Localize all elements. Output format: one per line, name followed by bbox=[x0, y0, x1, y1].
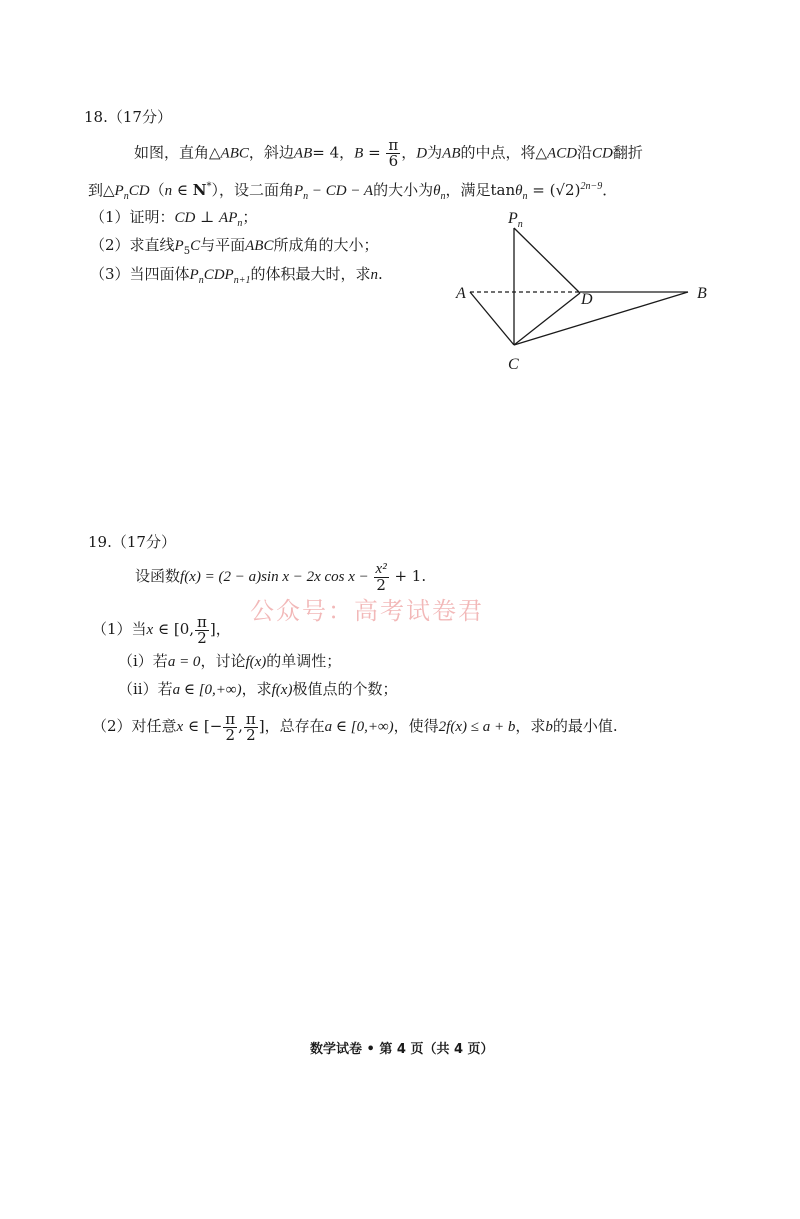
edge-C-B bbox=[514, 292, 688, 345]
text: 沿 bbox=[577, 143, 593, 162]
text: ， bbox=[401, 143, 417, 162]
denominator: 2 bbox=[376, 575, 386, 594]
text: . bbox=[377, 265, 383, 283]
math-text: f(x) bbox=[271, 682, 293, 698]
fraction-pi-over-6 bbox=[386, 138, 400, 169]
label-A: A bbox=[456, 285, 466, 302]
text: （1）证明： bbox=[90, 208, 175, 226]
superscript: 2n−9 bbox=[580, 181, 603, 192]
math-text: ∈ bbox=[172, 181, 193, 199]
text: ），设二面角 bbox=[211, 181, 294, 199]
subscript: n bbox=[522, 191, 528, 202]
edge-Pn-D bbox=[514, 228, 580, 293]
math-text: ⊥ bbox=[195, 208, 220, 226]
math-var: CD bbox=[128, 183, 150, 199]
text: ． bbox=[602, 181, 618, 199]
subscript: n bbox=[440, 191, 446, 202]
subscript: n bbox=[123, 191, 129, 202]
subscript: n bbox=[198, 275, 204, 286]
text: 到△ bbox=[88, 181, 115, 199]
text: 的大小为 bbox=[373, 181, 434, 199]
text: 的最小值. bbox=[552, 717, 618, 735]
text: ，满足 bbox=[445, 181, 491, 199]
text: . bbox=[421, 567, 427, 585]
fraction-x2-over-2 bbox=[374, 562, 389, 593]
text: 设函数 bbox=[135, 567, 181, 585]
text: ； bbox=[242, 208, 258, 226]
math-text: a = 0 bbox=[167, 654, 201, 670]
math-set: N bbox=[192, 181, 207, 199]
denominator: 2 bbox=[197, 628, 207, 647]
q19-function-def bbox=[135, 560, 426, 593]
text: 为 bbox=[427, 143, 443, 162]
label-P: P bbox=[508, 210, 518, 227]
q19-part1 bbox=[92, 614, 231, 646]
math-var: P bbox=[114, 183, 124, 199]
math-var: n bbox=[370, 267, 378, 283]
math-var: CDP bbox=[203, 267, 234, 283]
math-text: = bbox=[363, 143, 386, 162]
fraction-pi-over-2 bbox=[195, 612, 209, 647]
denominator: 6 bbox=[388, 152, 399, 170]
text: 如图，直角△ bbox=[134, 143, 221, 162]
text: （ii）若 bbox=[118, 680, 173, 698]
math-text: 2f(x) ≤ a + b bbox=[438, 719, 516, 735]
label-C: C bbox=[508, 356, 519, 373]
math-var: n bbox=[164, 183, 173, 199]
math-var: P bbox=[174, 238, 184, 254]
q18-part3 bbox=[90, 264, 383, 285]
text: ，斜边 bbox=[248, 143, 294, 162]
q18-part1 bbox=[90, 207, 257, 228]
text: 极值点的个数； bbox=[292, 680, 398, 698]
text: 的单调性； bbox=[266, 652, 342, 670]
numerator: x² bbox=[375, 560, 387, 577]
text: （ bbox=[149, 181, 165, 199]
text: , bbox=[238, 717, 243, 735]
numerator: π bbox=[225, 709, 236, 728]
q18-line2 bbox=[88, 180, 617, 201]
math-var: f bbox=[180, 569, 185, 585]
edge-C-D bbox=[514, 293, 580, 345]
fraction-pi-over-2 bbox=[223, 709, 237, 744]
text: （3）当四面体 bbox=[90, 265, 190, 283]
math-text: f(x) bbox=[245, 654, 267, 670]
math-var: θ bbox=[515, 183, 523, 199]
subscript: n bbox=[303, 191, 309, 202]
text: ]，总存在 bbox=[258, 717, 325, 735]
text: 与平面 bbox=[200, 236, 246, 254]
math-var: CD bbox=[592, 145, 613, 162]
text: （2）求直线 bbox=[90, 236, 175, 254]
math-text: = (√2) bbox=[527, 181, 581, 199]
math-var: AB bbox=[293, 145, 313, 162]
numerator: π bbox=[197, 612, 207, 631]
math-text: + 1 bbox=[389, 567, 422, 585]
text: ，求 bbox=[515, 717, 546, 735]
math-text: a ∈ [0,+∞) bbox=[172, 682, 242, 698]
label-D: D bbox=[581, 291, 593, 308]
math-var: AP bbox=[219, 210, 238, 226]
math-var: B bbox=[354, 145, 364, 162]
numerator: π bbox=[388, 136, 399, 154]
page-footer: 数学试卷 • 第 4 页（共 4 页） bbox=[310, 1042, 494, 1057]
label-B: B bbox=[697, 285, 707, 302]
text: ，讨论 bbox=[200, 652, 246, 670]
math-var: P bbox=[189, 267, 199, 283]
q18-header: 18.（17分） bbox=[84, 108, 172, 126]
math-var: AB bbox=[442, 145, 461, 162]
subscript: 5 bbox=[183, 246, 191, 257]
q19-part1-i bbox=[118, 651, 341, 672]
text: （1）当 bbox=[92, 620, 147, 638]
q18-part2 bbox=[90, 235, 378, 256]
subscript: n bbox=[237, 218, 243, 229]
math-text: − CD − A bbox=[308, 183, 374, 199]
text: ， bbox=[339, 143, 355, 162]
math-var: b bbox=[545, 719, 553, 735]
math-var: P bbox=[293, 183, 304, 199]
edge-A-C bbox=[470, 292, 514, 345]
math-var: CD bbox=[174, 210, 196, 226]
text: 的体积最大时，求 bbox=[250, 265, 371, 283]
text: 所成角的大小； bbox=[273, 236, 379, 254]
text: （2）对任意 bbox=[92, 717, 177, 735]
numerator: π bbox=[245, 709, 256, 728]
math-var: ACD bbox=[547, 145, 578, 162]
math-text: = (2 − a)sin x − 2x cos x − bbox=[200, 569, 373, 585]
fraction-pi-over-2 bbox=[244, 709, 258, 744]
q19-header: 19.（17分） bbox=[88, 533, 176, 551]
text: ]， bbox=[209, 620, 231, 638]
superscript: * bbox=[206, 181, 212, 192]
label-Pn bbox=[507, 210, 523, 230]
math-text: ∈ [0, bbox=[153, 620, 195, 638]
tetrahedron-figure bbox=[450, 205, 730, 380]
q19-part2 bbox=[92, 710, 618, 743]
math-var: C bbox=[190, 238, 201, 254]
math-var: ABC bbox=[245, 238, 274, 254]
subscript: n+1 bbox=[233, 275, 251, 286]
text: 的中点，将△ bbox=[460, 143, 548, 162]
text: 翻折 bbox=[612, 143, 643, 162]
math-var: ABC bbox=[220, 145, 249, 162]
q19-part1-ii bbox=[118, 679, 397, 700]
math-var: x bbox=[176, 719, 184, 735]
text: ，使得 bbox=[393, 717, 439, 735]
text: ，求 bbox=[241, 680, 272, 698]
math-text: = 4 bbox=[312, 143, 340, 162]
math-text: ∈ [− bbox=[183, 717, 223, 735]
math-var: (x) bbox=[184, 569, 201, 585]
q18-intro-line bbox=[134, 138, 643, 169]
math-var: x bbox=[146, 622, 154, 638]
math-var: θ bbox=[433, 183, 441, 199]
watermark: 公众号：高考试卷君 bbox=[250, 597, 484, 625]
math-func: tan bbox=[490, 181, 516, 199]
math-text: a ∈ [0,+∞) bbox=[324, 719, 394, 735]
denominator: 2 bbox=[246, 725, 256, 744]
label-n-subscript: n bbox=[517, 219, 523, 230]
math-var: D bbox=[416, 145, 428, 162]
text: （i）若 bbox=[118, 652, 168, 670]
denominator: 2 bbox=[225, 725, 235, 744]
